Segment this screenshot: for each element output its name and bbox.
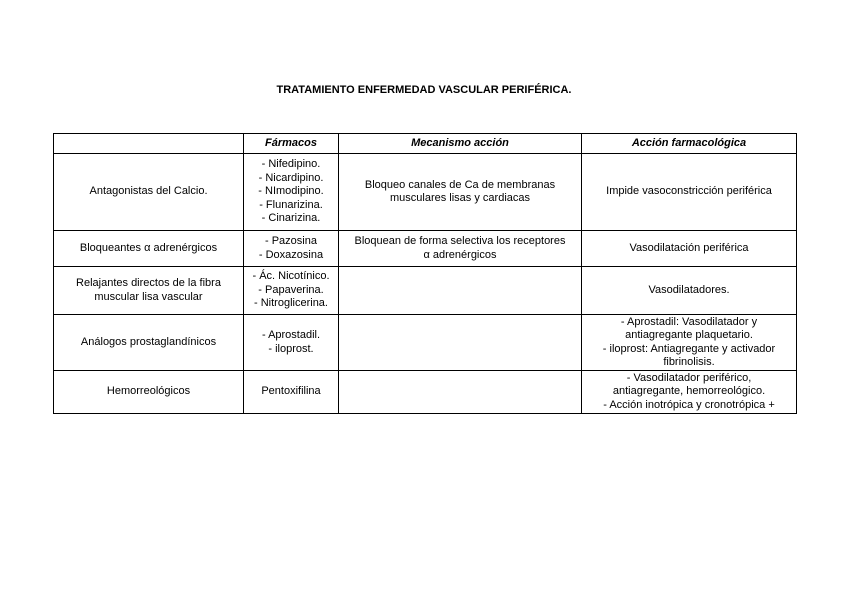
action-line: Vasodilatación periférica bbox=[629, 241, 749, 254]
action-cell bbox=[582, 154, 797, 231]
mechanism-line: Bloquean de forma selectiva los receptores bbox=[354, 235, 566, 247]
header-action: Acción farmacológica bbox=[582, 134, 797, 154]
group-cell bbox=[54, 315, 244, 371]
drug-line: - Papaverina. bbox=[258, 283, 324, 296]
header-row bbox=[54, 134, 797, 154]
group-line: Hemorreológicos bbox=[106, 385, 191, 398]
drug-line: - NImodipino. bbox=[258, 185, 324, 198]
action-line: - Acción inotrópica y cronotrópica + bbox=[603, 398, 775, 411]
drug-line: - Flunarizina. bbox=[259, 198, 323, 211]
action-line: - Vasodilatador periférico, bbox=[626, 371, 752, 384]
table-row bbox=[54, 231, 797, 267]
drug-line: - Cinarizina. bbox=[261, 212, 321, 225]
header-mechanism: Mecanismo acción bbox=[339, 134, 582, 154]
drugs-cell bbox=[244, 154, 339, 231]
group-cell bbox=[54, 154, 244, 231]
action-line: - iloprost: Antiagregante y activador bbox=[602, 342, 776, 355]
drug-line: - Nicardipino. bbox=[258, 171, 324, 184]
header-empty bbox=[54, 134, 244, 154]
drugs-cell bbox=[244, 231, 339, 267]
table-row bbox=[54, 315, 797, 371]
drug-table bbox=[53, 133, 797, 414]
mechanism-cell bbox=[339, 267, 582, 315]
action-cell bbox=[582, 371, 797, 414]
drug-line: - Aprostadil. bbox=[261, 329, 321, 341]
mechanism-cell bbox=[339, 371, 582, 414]
drugs-cell bbox=[244, 267, 339, 315]
drug-line: - Doxazosina bbox=[258, 248, 324, 261]
action-cell bbox=[582, 231, 797, 267]
drugs-cell bbox=[244, 315, 339, 371]
drug-line: Pentoxifilina bbox=[261, 385, 321, 398]
group-line: Análogos prostaglandínicos bbox=[80, 335, 217, 348]
mechanism-cell bbox=[339, 231, 582, 267]
group-line: Bloqueantes α adrenérgicos bbox=[79, 241, 218, 254]
drug-line: - Ác. Nicotínico. bbox=[252, 270, 330, 283]
mechanism-line: Bloqueo canales de Ca de membranas bbox=[364, 178, 556, 191]
action-line: Vasodilatadores. bbox=[648, 283, 730, 296]
drug-line: - Nitroglicerina. bbox=[254, 297, 328, 310]
table-row bbox=[54, 371, 797, 414]
mechanism-cell bbox=[339, 154, 582, 231]
group-cell bbox=[54, 371, 244, 414]
action-line: antiagregante, hemorreológico. bbox=[612, 385, 766, 398]
drugs-cell bbox=[244, 371, 339, 414]
header-drugs: Fármacos bbox=[244, 134, 339, 154]
action-cell bbox=[582, 267, 797, 315]
action-line: - Aprostadil: Vasodilatador y bbox=[620, 315, 758, 328]
drug-line: - Nifedipino. bbox=[261, 158, 321, 171]
group-line: Antagonistas del Calcio. bbox=[89, 185, 208, 198]
drug-line: - Pazosina bbox=[265, 235, 317, 247]
group-cell bbox=[54, 267, 244, 315]
action-line: Impide vasoconstricción periférica bbox=[606, 185, 772, 198]
table-row bbox=[54, 154, 797, 231]
mechanism-cell bbox=[339, 315, 582, 371]
mechanism-line: α adrenérgicos bbox=[423, 248, 497, 261]
group-cell bbox=[54, 231, 244, 267]
drug-line: - iloprost. bbox=[268, 342, 314, 355]
group-line: Relajantes directos de la fibra bbox=[76, 277, 221, 289]
action-cell bbox=[582, 315, 797, 371]
page-title: TRATAMIENTO ENFERMEDAD VASCULAR PERIFÉRICA. bbox=[276, 84, 572, 96]
action-line: antiagregante plaquetario. bbox=[625, 329, 753, 341]
table-row bbox=[54, 267, 797, 315]
group-line: muscular lisa vascular bbox=[94, 290, 203, 303]
action-line: fibrinolisis. bbox=[663, 356, 715, 368]
mechanism-line: musculares lisas y cardiacas bbox=[390, 192, 530, 204]
